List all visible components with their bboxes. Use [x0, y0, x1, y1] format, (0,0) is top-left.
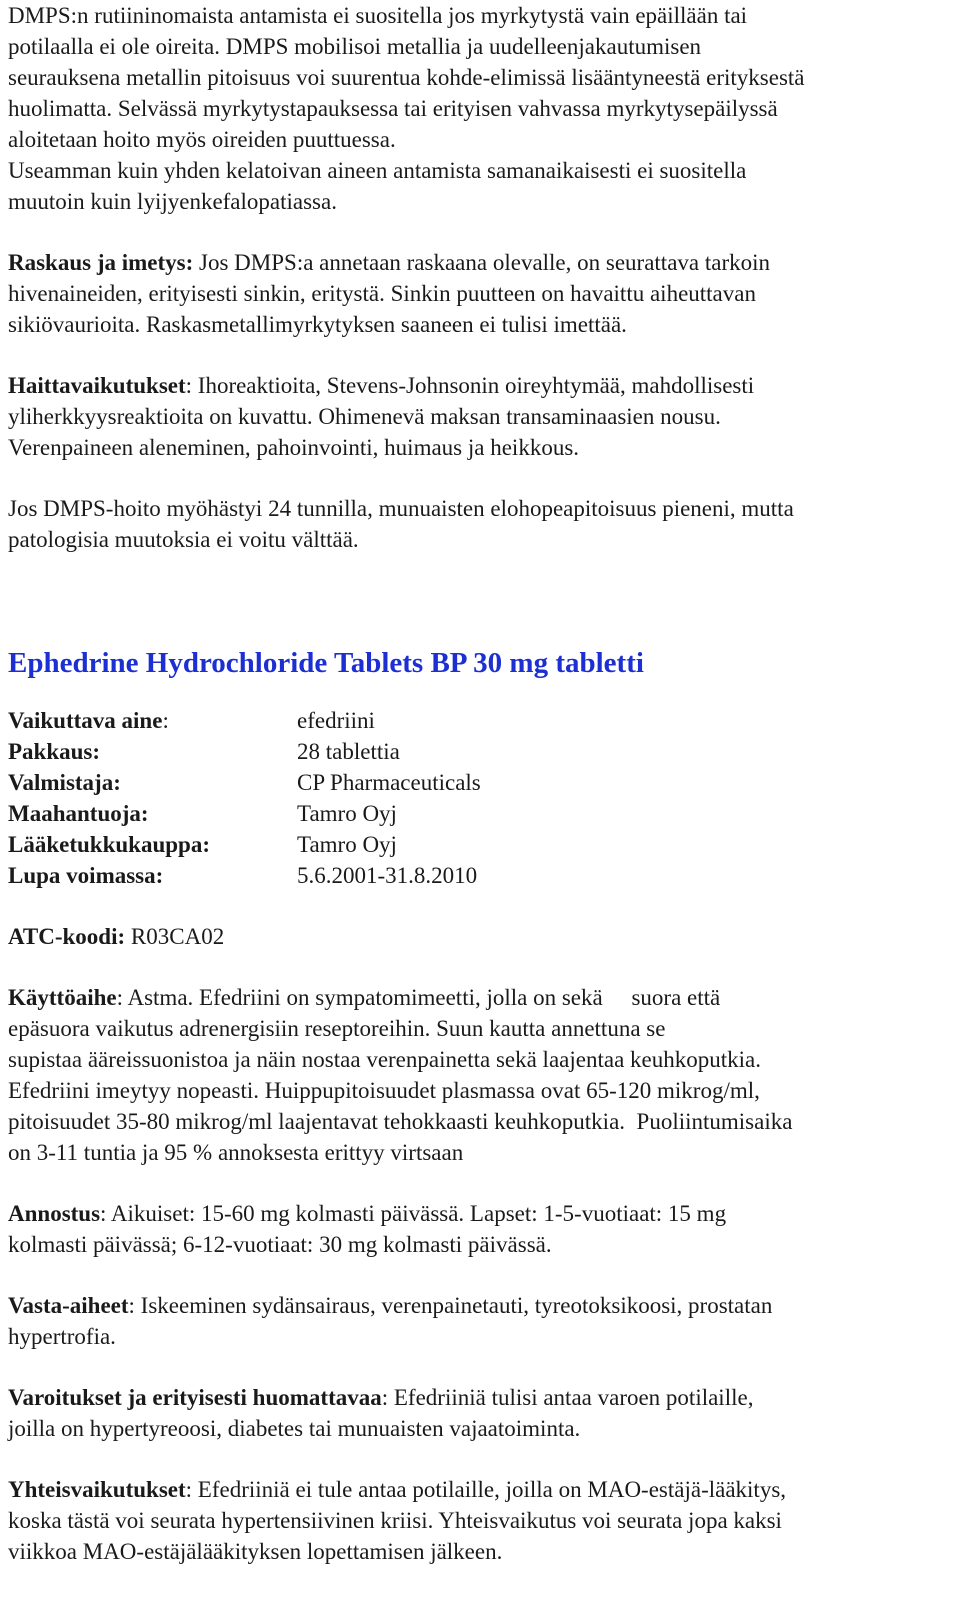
- dosage-text: kolmasti päivässä; 6-12-vuotiaat: 30 mg kolmasti päivässä.: [8, 1232, 552, 1257]
- indication-text: pitoisuudet 35-80 mikrog/ml laajentavat tehokkaasti keuhkoputkia. Puoliintumisaika: [8, 1109, 793, 1134]
- pregnancy-label: Raskaus ja imetys:: [8, 250, 194, 275]
- warnings-label: Varoitukset ja erityisesti huomattavaa: [8, 1385, 382, 1410]
- product-info-table: [8, 705, 952, 891]
- warnings-paragraph: [8, 1382, 952, 1444]
- dosage-paragraph: [8, 1198, 952, 1260]
- info-key: Maahantuoja:: [8, 801, 149, 826]
- info-value: efedriini: [297, 708, 375, 733]
- indication-text: Efedriini imeytyy nopeasti. Huippupitoisuudet plasmassa ovat 65-120 mikrog/ml,: [8, 1078, 760, 1103]
- indication-text: supistaa ääreissuonistoa ja näin nostaa verenpainetta sekä laajentaa keuhkoputkia.: [8, 1047, 761, 1072]
- intro-line: huolimatta. Selvässä myrkytystapauksessa tai erityisen vahvassa myrkytysepäilyssä: [8, 96, 778, 121]
- pregnancy-text: Jos DMPS:a annetaan raskaana olevalle, on seurattava tarkoin: [193, 250, 771, 275]
- pregnancy-paragraph: [8, 247, 952, 340]
- interactions-paragraph: [8, 1474, 952, 1567]
- pregnancy-text: hivenaineiden, erityisesti sinkin, eritystä. Sinkin puutteen on havaittu aiheuttavan: [8, 281, 756, 306]
- info-value: 28 tablettia: [297, 739, 400, 764]
- indication-text: on 3-11 tuntia ja 95 % annoksesta erittyy virtsaan: [8, 1140, 464, 1165]
- info-value: Tamro Oyj: [297, 832, 397, 857]
- info-value: 5.6.2001-31.8.2010: [297, 863, 478, 888]
- delay-text: patologisia muutoksia ei voitu välttää.: [8, 527, 359, 552]
- intro-line: Useamman kuin yhden kelatoivan aineen antamista samanaikaisesti ei suositella: [8, 158, 747, 183]
- contraindications-paragraph: [8, 1290, 952, 1352]
- side-effects-paragraph: [8, 370, 952, 463]
- side-effects-label: Haittavaikutukset: [8, 373, 186, 398]
- contraindications-text: hypertrofia.: [8, 1324, 116, 1349]
- interactions-text: viikkoa MAO-estäjälääkityksen lopettamisen jälkeen.: [8, 1539, 503, 1564]
- contraindications-label: Vasta-aiheet: [8, 1293, 129, 1318]
- delay-text: Jos DMPS-hoito myöhästyi 24 tunnilla, munuaisten elohopeapitoisuus pieneni, mutta: [8, 496, 794, 521]
- side-effects-text: yliherkkyysreaktioita on kuvattu. Ohimenevä maksan transaminaasien nousu.: [8, 404, 721, 429]
- intro-line: aloitetaan hoito myös oireiden puuttuessa.: [8, 127, 396, 152]
- intro-line: muutoin kuin lyijyenkefalopatiassa.: [8, 189, 337, 214]
- info-key: Valmistaja:: [8, 770, 121, 795]
- indication-text: : Astma. Efedriini on sympatomimeetti, jolla on sekä suora että: [116, 985, 721, 1010]
- dosage-label: Annostus: [8, 1201, 101, 1226]
- info-key: Lääketukkukauppa:: [8, 832, 210, 857]
- intro-line: DMPS:n rutiininomaista antamista ei suositella jos myrkytystä vain epäillään tai: [8, 3, 748, 28]
- interactions-text: koska tästä voi seurata hypertensiivinen kriisi. Yhteisvaikutus voi seurata jopa kaksi: [8, 1508, 782, 1533]
- info-key: Lupa voimassa:: [8, 863, 164, 888]
- atc-value: R03CA02: [125, 924, 225, 949]
- side-effects-text: Verenpaineen aleneminen, pahoinvointi, huimaus ja heikkous.: [8, 435, 580, 460]
- product-title: Ephedrine Hydrochloride Tablets BP 30 mg tabletti: [8, 647, 644, 679]
- indication-paragraph: [8, 982, 952, 1168]
- side-effects-text: : Ihoreaktioita, Stevens-Johnsonin oireyhtymää, mahdollisesti: [185, 373, 755, 398]
- indication-text: epäsuora vaikutus adrenergisiin reseptoreihin. Suun kautta annettuna se: [8, 1016, 666, 1041]
- atc-code-line: [8, 921, 952, 952]
- info-key: Vaikuttava aine:: [8, 708, 169, 733]
- info-key: Pakkaus:: [8, 739, 101, 764]
- interactions-label: Yhteisvaikutukset: [8, 1477, 186, 1502]
- atc-label: ATC-koodi:: [8, 924, 126, 949]
- warnings-text: : Efedriiniä tulisi antaa varoen potilaille,: [381, 1385, 754, 1410]
- contraindications-text: : Iskeeminen sydänsairaus, verenpainetauti, tyreotoksikoosi, prostatan: [128, 1293, 773, 1318]
- intro-line: seurauksena metallin pitoisuus voi suurentua kohde-elimissä lisääntyneestä erityksestä: [8, 65, 805, 90]
- warnings-text: joilla on hypertyreoosi, diabetes tai munuaisten vajaatoiminta.: [8, 1416, 581, 1441]
- dosage-text: : Aikuiset: 15-60 mg kolmasti päivässä. Lapset: 1-5-vuotiaat: 15 mg: [100, 1201, 727, 1226]
- info-value: CP Pharmaceuticals: [297, 770, 481, 795]
- intro-line: potilaalla ei ole oireita. DMPS mobilisoi metallia ja uudelleenjakautumisen: [8, 34, 702, 59]
- delay-paragraph: [8, 493, 952, 555]
- interactions-text: : Efedriiniä ei tule antaa potilaille, joilla on MAO-estäjä-lääkitys,: [185, 1477, 787, 1502]
- intro-paragraph: [8, 0, 952, 217]
- info-value: Tamro Oyj: [297, 801, 397, 826]
- indication-label: Käyttöaihe: [8, 985, 117, 1010]
- pregnancy-text: sikiövaurioita. Raskasmetallimyrkytyksen saaneen ei tulisi imettää.: [8, 312, 627, 337]
